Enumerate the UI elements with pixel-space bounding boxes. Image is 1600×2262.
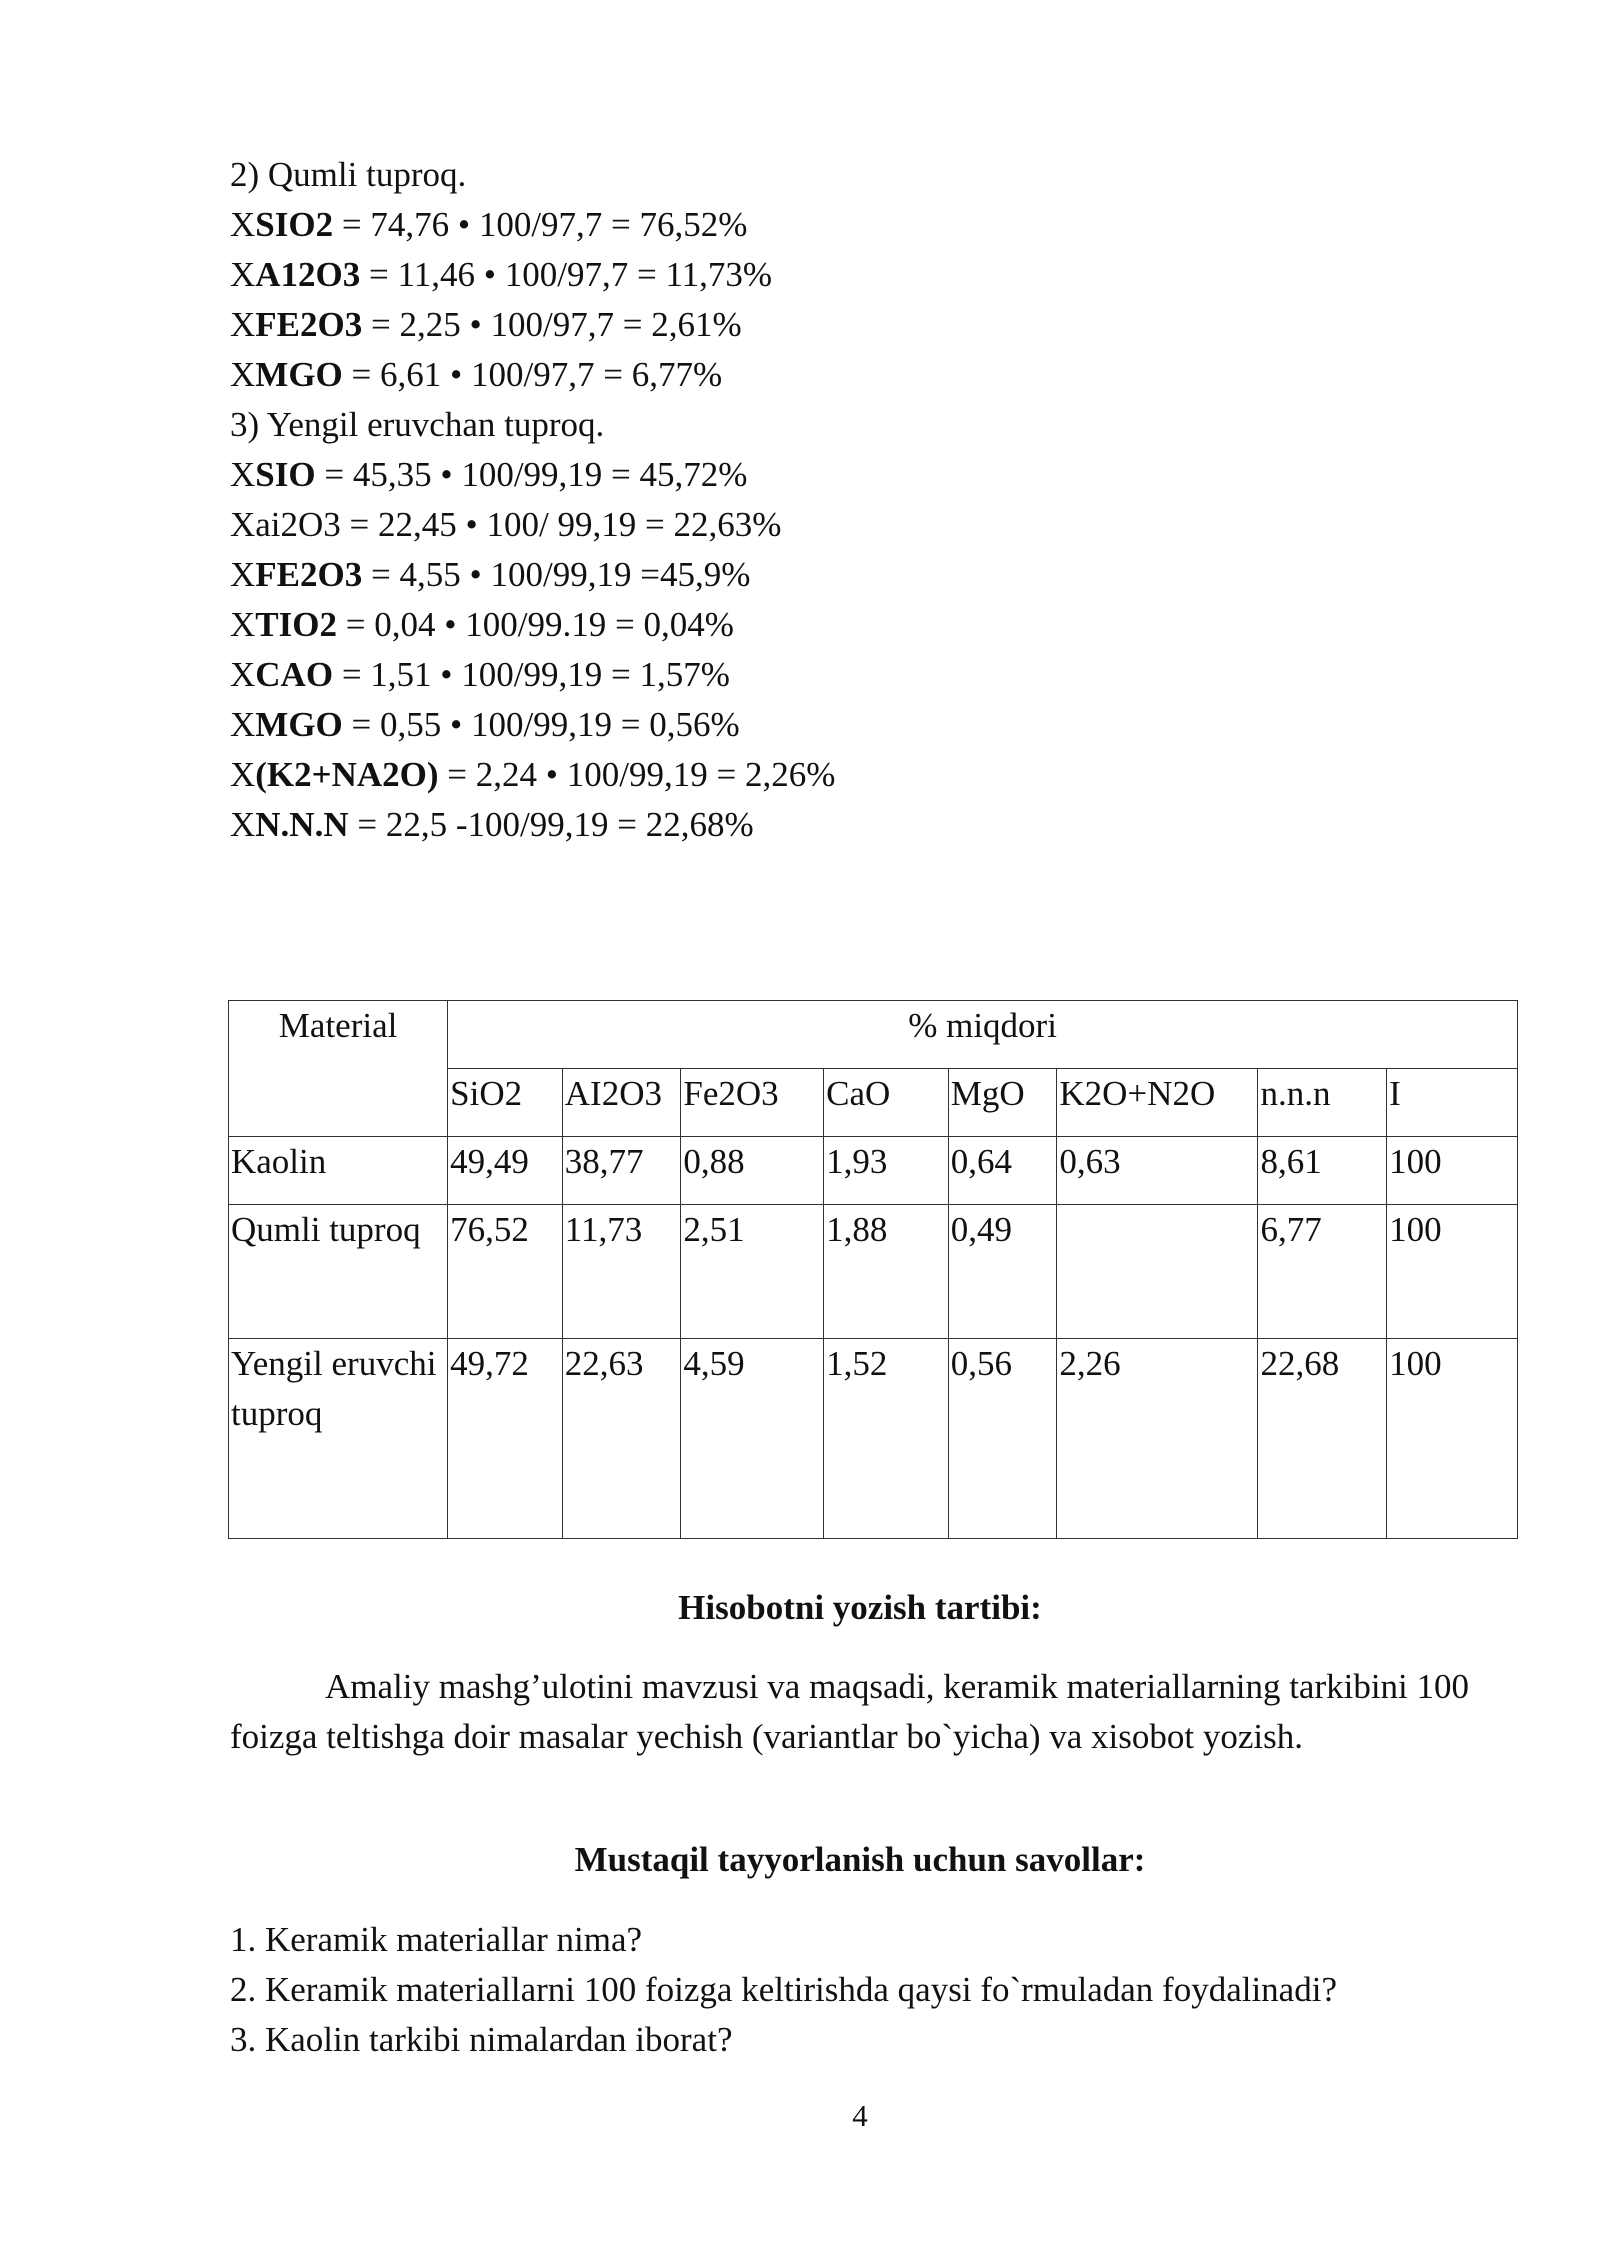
calculation-line bbox=[230, 250, 835, 300]
calc-text: X bbox=[230, 205, 256, 244]
calc-text: X bbox=[230, 755, 256, 794]
table-cell: 38,77 bbox=[562, 1137, 681, 1205]
table-cell: 11,73 bbox=[562, 1205, 681, 1339]
table-cell: 49,72 bbox=[448, 1339, 563, 1539]
calculation-block bbox=[230, 150, 835, 850]
row-label: Kaolin bbox=[229, 1137, 448, 1205]
table-cell: 6,77 bbox=[1258, 1205, 1387, 1339]
calculation-line bbox=[230, 700, 835, 750]
question-item: 1. Keramik materiallar nima? bbox=[230, 1920, 643, 1959]
column-header: Fe2O3 bbox=[681, 1069, 824, 1137]
calculation-line bbox=[230, 500, 835, 550]
report-paragraph: Amaliy mashg’ulotini mavzusi va maqsadi, keramik materiallarning tarkibini 100 foizga teltishga doir masalar yechish (variantlar bo`yicha) va xisobot yozish. bbox=[230, 1667, 1470, 1756]
column-header: SiO2 bbox=[448, 1069, 563, 1137]
column-header: I bbox=[1387, 1069, 1518, 1137]
table-cell: 100 bbox=[1387, 1205, 1518, 1339]
percent-header: % miqdori bbox=[448, 1001, 1518, 1069]
table-cell: 0,63 bbox=[1057, 1137, 1258, 1205]
calc-text: = 2,25 • 100/97,7 = 2,61% bbox=[362, 305, 742, 344]
calc-formula-bold: SIO bbox=[255, 455, 316, 494]
row-label: Yengil eruvchi tuproq bbox=[229, 1339, 448, 1539]
calc-formula-bold: MGO bbox=[255, 705, 343, 744]
calc-text: = 2,24 • 100/99,19 = 2,26% bbox=[438, 755, 836, 794]
calculation-line bbox=[230, 550, 835, 600]
calc-text: = 0,04 • 100/99.19 = 0,04% bbox=[336, 605, 734, 644]
table-cell: 22,63 bbox=[562, 1339, 681, 1539]
calc-text: X bbox=[230, 655, 256, 694]
calculation-line bbox=[230, 600, 835, 650]
calculation-line bbox=[230, 650, 835, 700]
table-cell: 0,49 bbox=[948, 1205, 1057, 1339]
calc-formula-bold: TIO2 bbox=[255, 605, 337, 644]
calc-text: X bbox=[230, 705, 256, 744]
calc-formula-bold: (K2+NA2O) bbox=[255, 755, 439, 794]
table-cell: 1,88 bbox=[824, 1205, 949, 1339]
calc-formula-bold: FE2O3 bbox=[255, 305, 363, 344]
calc-text: 2) Qumli tuproq. bbox=[230, 155, 467, 194]
table-cell: 1,52 bbox=[824, 1339, 949, 1539]
calc-formula-bold: A12O3 bbox=[255, 255, 361, 294]
table-cell: 2,51 bbox=[681, 1205, 824, 1339]
table-cell: 0,56 bbox=[948, 1339, 1057, 1539]
calculation-line bbox=[230, 350, 835, 400]
calculation-line bbox=[230, 450, 835, 500]
table-cell: 49,49 bbox=[448, 1137, 563, 1205]
column-header: AI2O3 bbox=[562, 1069, 681, 1137]
calc-text: = 22,5 -100/99,19 = 22,68% bbox=[348, 805, 754, 844]
calc-text: X bbox=[230, 305, 256, 344]
question-item: 3. Kaolin tarkibi nimalardan iborat? bbox=[230, 2020, 733, 2059]
calc-text: = 45,35 • 100/99,19 = 45,72% bbox=[315, 455, 748, 494]
calculation-line bbox=[230, 300, 835, 350]
calc-formula-bold: CAO bbox=[255, 655, 334, 694]
calc-formula-bold: FE2O3 bbox=[255, 555, 363, 594]
calc-text: = 0,55 • 100/99,19 = 0,56% bbox=[342, 705, 740, 744]
calc-formula-bold: MGO bbox=[255, 355, 343, 394]
column-header: CaO bbox=[824, 1069, 949, 1137]
table-cell: 4,59 bbox=[681, 1339, 824, 1539]
questions-heading: Mustaqil tayyorlanish uchun savollar: bbox=[574, 1840, 1146, 1879]
calc-text: X bbox=[230, 805, 256, 844]
questions-list bbox=[230, 1915, 1337, 2065]
table-cell: 22,68 bbox=[1258, 1339, 1387, 1539]
calc-text: = 4,55 • 100/99,19 =45,9% bbox=[362, 555, 751, 594]
calculation-line bbox=[230, 200, 835, 250]
row-label: Qumli tuproq bbox=[229, 1205, 448, 1339]
calc-text: = 1,51 • 100/99,19 = 1,57% bbox=[333, 655, 730, 694]
table-cell: 2,26 bbox=[1057, 1339, 1258, 1539]
question-item: 2. Keramik materiallarni 100 foizga keltirishda qaysi fo`rmuladan foydalinadi? bbox=[230, 1970, 1337, 2009]
column-header: MgO bbox=[948, 1069, 1057, 1137]
calculation-line bbox=[230, 750, 835, 800]
calc-formula-bold: SIO2 bbox=[255, 205, 334, 244]
table-cell bbox=[1057, 1205, 1258, 1339]
calc-text: X bbox=[230, 555, 256, 594]
calculation-line bbox=[230, 150, 835, 200]
table-cell: 1,93 bbox=[824, 1137, 949, 1205]
calc-text: 3) Yengil eruvchan tuproq. bbox=[230, 405, 605, 444]
column-header: n.n.n bbox=[1258, 1069, 1387, 1137]
calculation-line bbox=[230, 400, 835, 450]
table-cell: 100 bbox=[1387, 1339, 1518, 1539]
table-cell: 0,88 bbox=[681, 1137, 824, 1205]
calc-text: = 74,76 • 100/97,7 = 76,52% bbox=[333, 205, 748, 244]
table-row bbox=[229, 1339, 1518, 1539]
calc-text: X bbox=[230, 455, 256, 494]
table-cell: 76,52 bbox=[448, 1205, 563, 1339]
table-row bbox=[229, 1205, 1518, 1339]
table-cell: 100 bbox=[1387, 1137, 1518, 1205]
table-cell: 8,61 bbox=[1258, 1137, 1387, 1205]
calc-formula-bold: N.N.N bbox=[255, 805, 349, 844]
table-row bbox=[229, 1137, 1518, 1205]
calc-text: Xai2O3 = 22,45 • 100/ 99,19 = 22,63% bbox=[230, 505, 782, 544]
calc-text: = 6,61 • 100/97,7 = 6,77% bbox=[342, 355, 723, 394]
calc-text: = 11,46 • 100/97,7 = 11,73% bbox=[360, 255, 773, 294]
calc-text: X bbox=[230, 605, 256, 644]
column-header: K2O+N2O bbox=[1057, 1069, 1258, 1137]
calc-text: X bbox=[230, 355, 256, 394]
calculation-line bbox=[230, 800, 835, 850]
page-number: 4 bbox=[852, 2098, 868, 2133]
material-header: Material bbox=[229, 1001, 448, 1137]
composition-table bbox=[228, 1000, 1518, 1539]
calc-text: X bbox=[230, 255, 256, 294]
report-heading: Hisobotni yozish tartibi: bbox=[678, 1588, 1042, 1627]
table-cell: 0,64 bbox=[948, 1137, 1057, 1205]
